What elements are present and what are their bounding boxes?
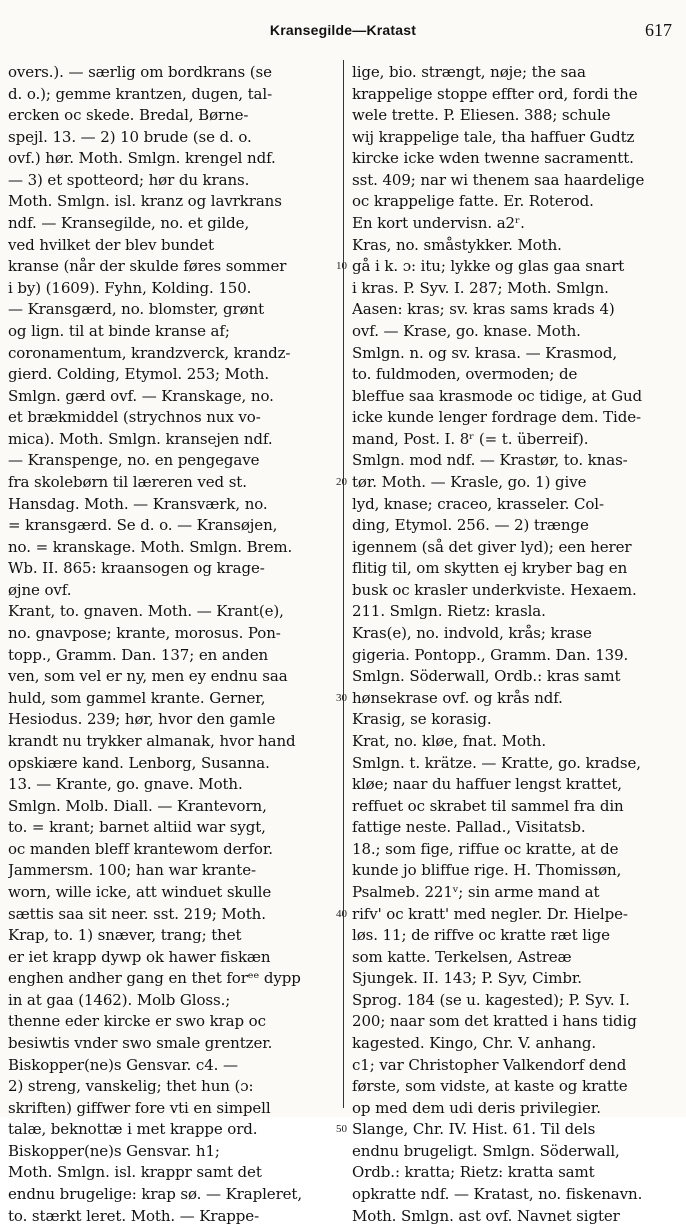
line-number: 30 (336, 691, 347, 704)
left-column (8, 62, 333, 1227)
text-line: Krat, no. kløe, fnat. Moth. (352, 731, 547, 750)
text-line: 18.; som fige, riffue oc kratte, at de (352, 839, 619, 858)
text-line: talæ, beknottæ i met krappe ord. (8, 1120, 258, 1139)
running-head: Kransegilde—Kratast (269, 22, 417, 38)
text-line: i kras. P. Syv. I. 287; Moth. Smlgn. (352, 278, 609, 297)
text-line: Smlgn. t. krätze. — Kratte, go. kradse, (352, 753, 641, 772)
text-line: c1; var Christopher Valkendorf dend (352, 1055, 627, 1074)
text-line: spejl. 13. — 2) 10 brude (se d. o. (8, 127, 252, 146)
text-line: mica). Moth. Smlgn. kransejen ndf. (8, 429, 273, 448)
text-line: ovf.) hør. Moth. Smlgn. krengel ndf. (8, 149, 276, 168)
text-line: Krap, to. 1) snæver, trang; thet (8, 926, 242, 945)
text-line: endnu brugelige: krap sø. — Krapleret, (8, 1185, 303, 1204)
text-line: worn, wille icke, att winduet skulle (8, 882, 272, 901)
text-line: wele trette. P. Eliesen. 388; schule (352, 106, 611, 125)
text-line: fattige neste. Pallad., Visitatsb. (352, 818, 586, 837)
text-line: Krasig, se korasig. (352, 710, 492, 729)
text-line: Ordb.: kratta; Rietz: kratta samt (352, 1163, 595, 1182)
line-number: 10 (336, 260, 347, 273)
text-line: Smlgn. Molb. Diall. — Krantevorn, (8, 796, 267, 815)
text-line: fra skolebørn til læreren ved st. (8, 472, 247, 491)
text-line: Smlgn. n. og sv. krasa. — Krasmod, (352, 343, 618, 362)
text-line: Slange, Chr. IV. Hist. 61. Til dels (352, 1120, 596, 1139)
text-line: Moth. Smlgn. isl. kranz og lavrkrans (8, 192, 282, 211)
text-line: Wb. II. 865: kraansogen og krage- (8, 559, 265, 578)
text-line: lige, bio. strængt, nøje; the saa (352, 63, 586, 81)
text-line: Hesiodus. 239; hør, hvor den gamle (8, 710, 276, 729)
text-line: 200; naar som det kratted i hans tidig (352, 1012, 637, 1031)
text-line: sættis saa sit neer. sst. 219; Moth. (8, 904, 266, 923)
text-line: — 3) et spotteord; hør du krans. (8, 170, 250, 189)
text-line: Sjungek. II. 143; P. Syv, Cimbr. (352, 969, 582, 988)
text-line: — Kransgærd, no. blomster, grønt (8, 300, 265, 319)
text-line: Hansdag. Moth. — Kransværk, no. (8, 494, 268, 513)
text-line: busk oc krasler underkviste. Hexaem. (352, 580, 637, 599)
line-number: 50 (336, 1123, 347, 1136)
text-line: reffuet oc skrabet til sammel fra din (352, 796, 624, 815)
text-line: oc krappelige fatte. Er. Roterod. (352, 192, 594, 211)
text-line: Aasen: kras; sv. kras sams krads 4) (352, 300, 615, 319)
text-line: in at gaa (1462). Molb Gloss.; (8, 990, 231, 1009)
text-line: er iet krapp dywp ok hawer fiskæn (8, 947, 271, 966)
text-line: tør. Moth. — Krasle, go. 1) give (352, 472, 587, 491)
line-number: 40 (336, 907, 347, 920)
text-line: i by) (1609). Fyhn, Kolding. 150. (8, 278, 252, 297)
text-line: wij krappelige tale, tha haffuer Gudtz (352, 127, 635, 146)
text-line: Biskopper(ne)s Gensvar. c4. — (8, 1055, 238, 1074)
text-line: En kort undervisn. a2ʳ. (352, 214, 525, 233)
text-line: Kras, no. småstykker. Moth. (352, 235, 562, 254)
text-line: ved hvilket der blev bundet (8, 235, 214, 254)
text-line: Smlgn. Söderwall, Ordb.: kras samt (352, 667, 621, 686)
text-line: gå i k. ɔ: itu; lykke og glas gaa snart (352, 257, 625, 276)
text-line: ovf. — Krase, go. knase. Moth. (352, 321, 581, 340)
text-line: gigeria. Pontopp., Gramm. Dan. 139. (352, 645, 629, 664)
text-line: ding, Etymol. 256. — 2) trænge (352, 516, 589, 535)
text-line: kranse (når der skulde føres sommer (8, 257, 287, 276)
text-line: ven, som vel er ny, men ey endnu saa (8, 667, 288, 686)
text-line: ercken oc skede. Bredal, Børne- (8, 106, 249, 125)
text-line: Biskopper(ne)s Gensvar. h1; (8, 1141, 220, 1160)
text-line: opskiære kand. Lenborg, Susanna. (8, 753, 270, 772)
text-line: lyd, knase; craceo, krasseler. Col- (352, 494, 604, 513)
text-line: 211. Smlgn. Rietz: krasla. (352, 602, 546, 621)
text-line: 13. — Krante, go. gnave. Moth. (8, 775, 243, 794)
page-header (0, 18, 686, 44)
text-line: Moth. Smlgn. ast ovf. Navnet sigter (352, 1206, 620, 1225)
text-line: d. o.); gemme krantzen, dugen, tal- (8, 84, 273, 103)
text-line: kagested. Kingo, Chr. V. anhang. (352, 1034, 597, 1053)
text-line: Smlgn. mod ndf. — Krastør, to. knas- (352, 451, 628, 470)
text-line: = kransgærd. Se d. o. — Kransøjen, (8, 516, 278, 535)
text-line: igennem (så det giver lyd); een herer (352, 537, 632, 556)
text-line: skriften) giffwer fore vti en simpell (8, 1098, 271, 1117)
text-line: huld, som gammel krante. Gerner, (8, 688, 266, 707)
text-line: — Kranspenge, no. en pengegave (8, 451, 260, 470)
text-line: første, som vidste, at kaste og kratte (352, 1077, 628, 1096)
text-line: krandt nu trykker almanak, hvor hand (8, 731, 296, 750)
text-line: besiwtis vnder swo smale grentzer. (8, 1034, 273, 1053)
text-line: no. gnavpose; krante, morosus. Pon- (8, 624, 281, 643)
text-line: kunde jo bliffue rige. H. Thomissøn, (352, 861, 622, 880)
text-line: overs.). — særlig om bordkrans (se (8, 63, 272, 81)
text-line: mand, Post. I. 8ʳ (= t. überreif). (352, 429, 589, 448)
text-line: gierd. Colding, Etymol. 253; Moth. (8, 365, 270, 384)
text-line: to. = krant; barnet altiid war sygt, (8, 818, 266, 837)
text-line: øjne ovf. (8, 580, 72, 599)
text-line: ndf. — Kransegilde, no. et gilde, (8, 214, 250, 233)
column-divider (343, 60, 344, 1108)
text-line: thenne eder kircke er swo krap oc (8, 1012, 266, 1031)
text-line: et brækmiddel (strychnos nux vo- (8, 408, 261, 427)
text-line: Jammersm. 100; han war krante- (8, 861, 256, 880)
text-line: Psalmeb. 221ᵛ; sin arme mand at (352, 882, 600, 901)
text-line: Sprog. 184 (se u. kagested); P. Syv. I. (352, 990, 630, 1009)
text-line: bleffue saa krasmode oc tidige, at Gud (352, 386, 643, 405)
text-line: Kras(e), no. indvold, krås; krase (352, 624, 592, 643)
text-line: Moth. Smlgn. isl. krappr samt det (8, 1163, 262, 1182)
page-number: 617 (645, 20, 672, 40)
text-line: op med dem udi deris privilegier. (352, 1098, 601, 1117)
text-line: endnu brugeligt. Smlgn. Söderwall, (352, 1141, 620, 1160)
text-line: no. = kranskage. Moth. Smlgn. Brem. (8, 537, 293, 556)
text-line: rifv' oc kratt' med negler. Dr. Hielpe- (352, 904, 628, 923)
right-column (352, 62, 677, 1227)
text-line: Smlgn. gærd ovf. — Kranskage, no. (8, 386, 274, 405)
text-line: kløe; naar du haffuer lengst krattet, (352, 775, 622, 794)
text-line: opkratte ndf. — Kratast, no. fiskenavn. (352, 1185, 643, 1204)
text-line: og lign. til at binde kranse af; (8, 321, 230, 340)
text-line: krappelige stoppe effter ord, fordi the (352, 84, 638, 103)
text-line: enghen andher gang en thet forᵉᵉ dypp (8, 969, 301, 988)
text-line: sst. 409; nar wi thenem saa haardelige (352, 170, 645, 189)
text-line: som katte. Terkelsen, Astreæ (352, 947, 572, 966)
line-number: 20 (336, 476, 347, 489)
text-line: flitig til, om skytten ej kryber bag en (352, 559, 628, 578)
text-line: to. fuldmoden, overmoden; de (352, 365, 578, 384)
text-line: topp., Gramm. Dan. 137; en anden (8, 645, 269, 664)
text-line: oc manden bleff krantewom derfor. (8, 839, 273, 858)
text-line: Krant, to. gnaven. Moth. — Krant(e), (8, 602, 284, 621)
text-line: kircke icke wden twenne sacramentt. (352, 149, 634, 168)
text-line: coronamentum, krandzverck, krandz- (8, 343, 291, 362)
text-line: hønsekrase ovf. og krås ndf. (352, 688, 563, 707)
text-line: løs. 11; de riffve oc kratte ræt lige (352, 926, 610, 945)
text-line: 2) streng, vanskelig; thet hun (ɔ: (8, 1077, 254, 1096)
text-line: to. stærkt leret. Moth. — Krappe- (8, 1206, 260, 1225)
text-line: icke kunde lenger fordrage dem. Tide- (352, 408, 641, 427)
